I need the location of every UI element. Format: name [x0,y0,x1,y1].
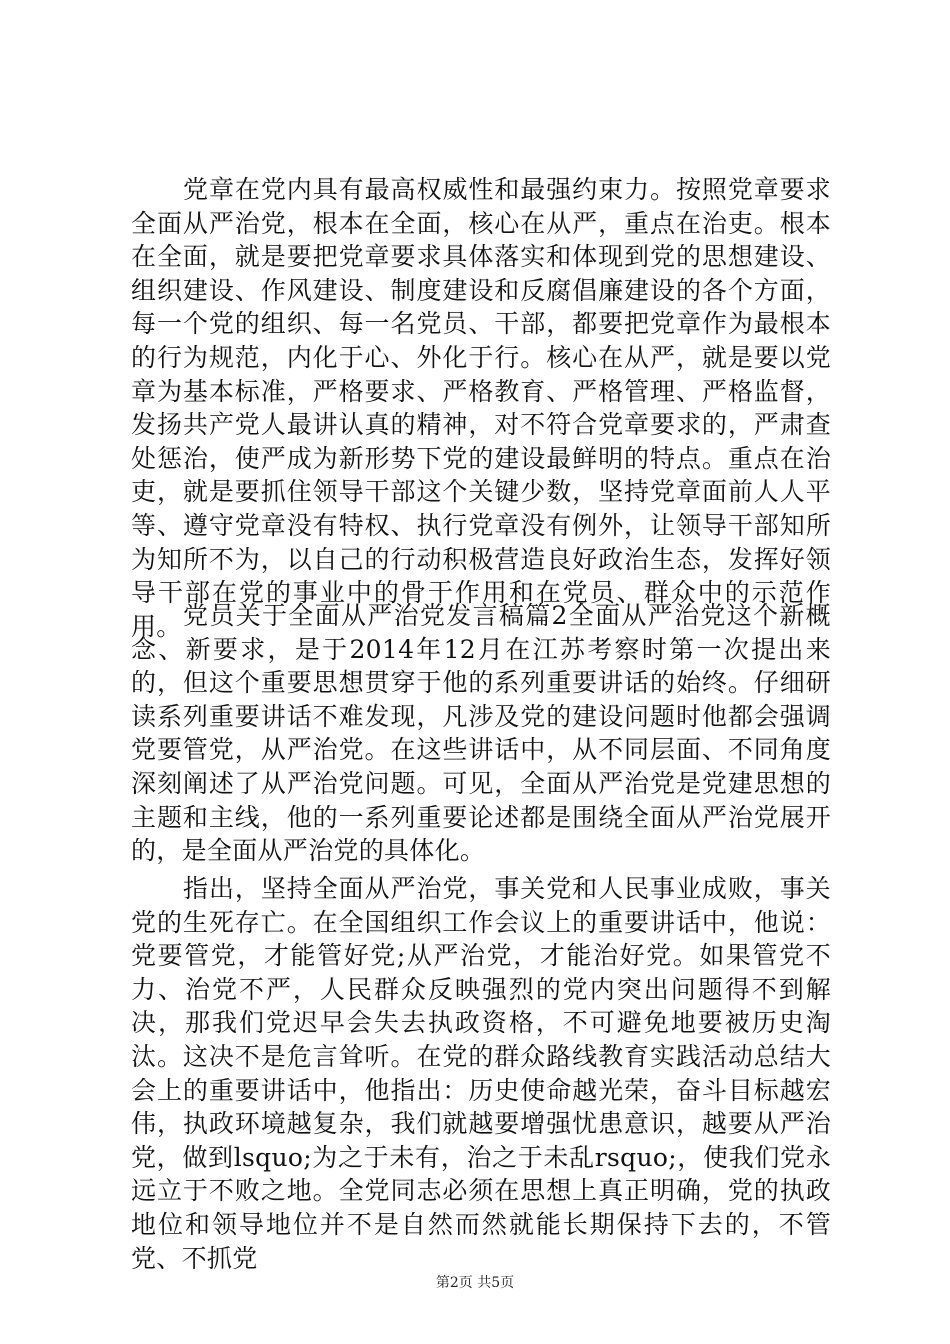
paragraph: 党员关于全面从严治党发言稿篇2全面从严治党这个新概念、新要求，是于2014年12月在江苏考察时第一次提出来的，但这个重要思想贯穿于他的系列重要讲话的始终。仔细研读系列重要讲话不难发现，凡涉及党的建设问题时他都会强调党要管党，从严治党。在这些讲话中，从不同层面、不同角度深刻阐述了从严治党问题。可见，全面从严治党是党建思想的主题和主线，他的一系列重要论述都是围绕全面从严治党展开的，是全面从严治党的具体化。 [131,601,831,866]
paragraph: 党章在党内具有最高权威性和最强约束力。按照党章要求全面从严治党，根本在全面，核心在从严，重点在治吏。根本在全面，就是要把党章要求具体落实和体现到党的思想建设、组织建设、作风建设、制度建设和反腐倡廉建设的各个方面，每一个党的组织、每一名党员、干部，都要把党章作为最根本的行为规范，内化于心、外化于行。核心在从严，就是要以党章为基本标准，严格要求、严格教育、严格管理、严格监督，发扬共产党人最讲认真的精神，对不符合党章要求的，严肃查处惩治，使严成为新形势下党的建设最鲜明的特点。重点在治吏，就是要抓住领导干部这个关键少数，坚持党章面前人人平等、遵守党章没有特权、执行党章没有例外，让领导干部知所为知所不为，以自己的行动积极营造良好政治生态，发挥好领导干部在党的事业中的骨干作用和在党员、群众中的示范作用。 [131,175,831,641]
paragraph-block-3 [131,872,831,1275]
paragraph: 指出，坚持全面从严治党，事关党和人民事业成败，事关党的生死存亡。在全国组织工作会议上的重要讲话中，他说：党要管党，才能管好党;从严治党，才能治好党。如果管党不力、治党不严，人民群众反映强烈的党内突出问题得不到解决，那我们党迟早会失去执政资格，不可避免地要被历史淘汰。这决不是危言耸听。在党的群众路线教育实践活动总结大会上的重要讲话中，他指出：历史使命越光荣，奋斗目标越宏伟，执政环境越复杂，我们就越要增强忧患意识，越要从严治党，做到lsquo;为之于未有，治之于未乱rsquo;，使我们党永远立于不败之地。全党同志必须在思想上真正明确，党的执政地位和领导地位并不是自然而然就能长期保持下去的，不管党、不抓党 [131,874,831,1273]
paragraph-block-1 [131,173,831,643]
paragraph-block-2 [131,599,831,868]
page-footer: 第2页 共5页 [435,1275,515,1291]
